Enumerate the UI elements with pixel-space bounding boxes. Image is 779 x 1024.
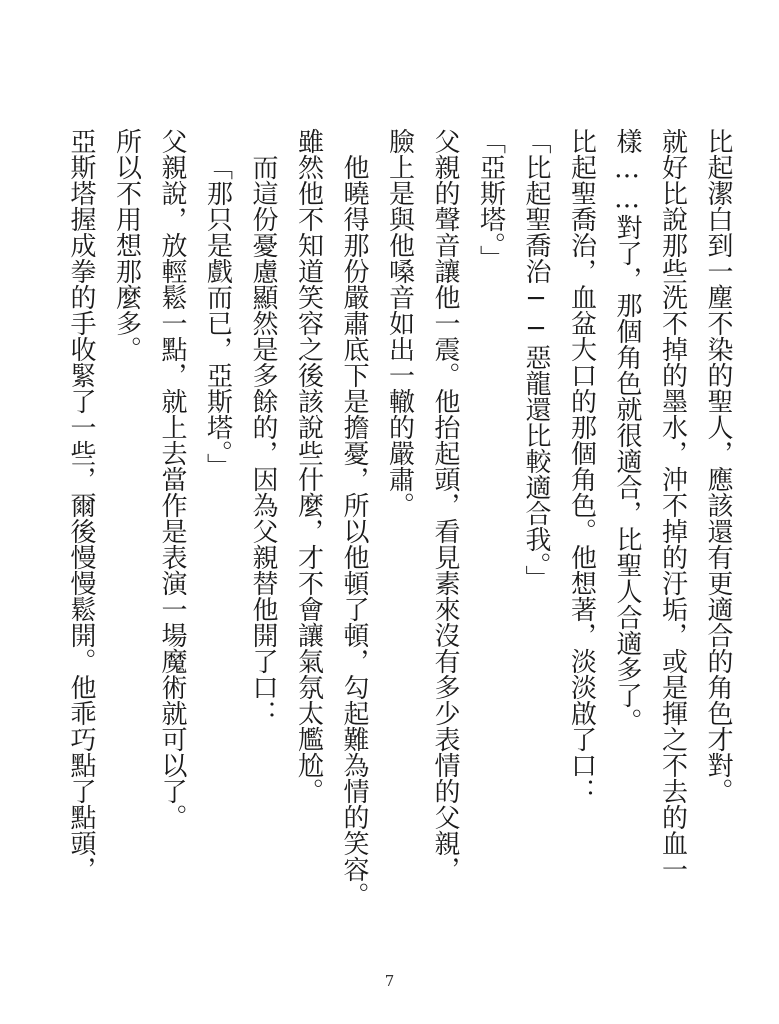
text-line: 比起聖喬治，血盆大口的那個角色。他想著，淡淡啟了口：: [566, 128, 597, 804]
text-line: 他曉得那份嚴肅底下是擔憂，所以他頓了頓，勾起難為情的笑容。: [339, 154, 369, 908]
text-line: 而這份憂慮顯然是多餘的，因為父親替他開了口：: [248, 154, 278, 726]
vertical-text-body: [50, 128, 740, 918]
text-line: 「亞斯塔。」: [475, 128, 506, 271]
text-line: 就好比說那些洗不掉的墨水，沖不掉的汙垢，或是揮之不去的血一: [657, 128, 688, 882]
text-line: 樣……對了，那個角色就很適合，比聖人合適多了。: [612, 128, 642, 734]
text-line: 父親說，放輕鬆一點，就上去當作是表演一場魔術就可以了。: [157, 128, 187, 830]
text-line: 雖然他不知道笑容之後該說些什麼，才不會讓氣氛太尷尬。: [293, 128, 324, 804]
page-number: 7: [384, 972, 395, 990]
text-line: 臉上是與他嗓音如出一轍的嚴肅。: [384, 128, 415, 518]
text-line: 亞斯塔握成拳的手收緊了一些，爾後慢慢鬆開。他乖巧點了點頭，: [66, 128, 96, 882]
text-line: 所以不用想那麼多。: [111, 128, 142, 362]
text-line: 比起潔白到一塵不染的聖人，應該還有更適合的角色才對。: [703, 128, 733, 804]
text-line: 「比起聖喬治──惡龍還比較適合我。」: [521, 128, 551, 591]
text-line: 「那只是戲而已，亞斯塔。」: [202, 154, 233, 479]
text-line: 父親的聲音讓他一震。他抬起頭，看見素來沒有多少表情的父親，: [430, 128, 460, 882]
